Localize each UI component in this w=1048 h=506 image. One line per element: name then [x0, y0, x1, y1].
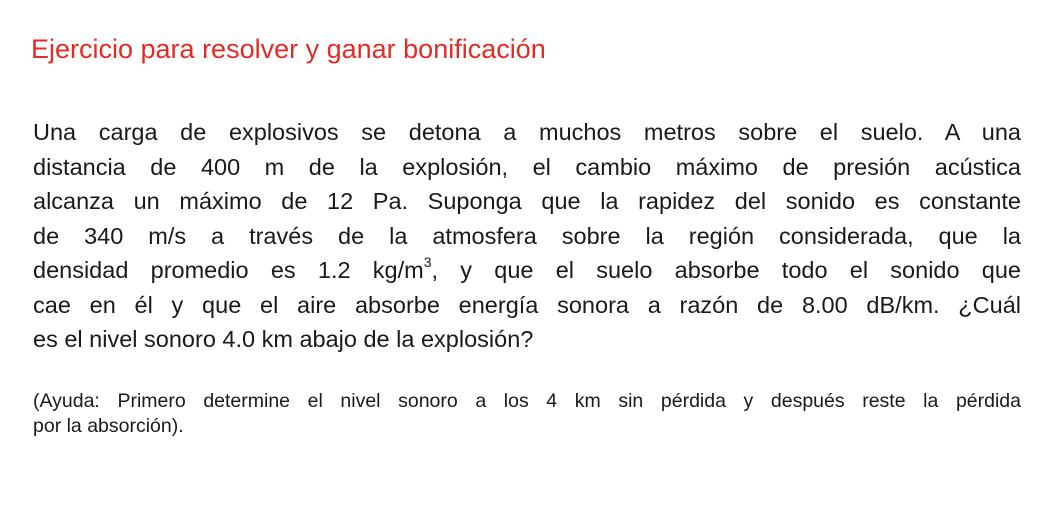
density-text-after: , y que el suelo absorbe todo el sonido que: [431, 257, 1021, 283]
hint-line: (Ayuda: Primero determine el nivel sonoro a los 4 km sin pérdida y después reste la pérdida: [33, 390, 1021, 412]
hint-note: [33, 389, 1021, 439]
hint-line: por la absorción).: [33, 415, 184, 437]
problem-line: de 340 m/s a través de la atmosfera sobre la región considerada, que la: [33, 222, 1021, 249]
problem-line: Una carga de explosivos se detona a muchos metros sobre el suelo. A una: [33, 119, 1021, 145]
problem-line-density: [33, 253, 1021, 288]
problem-line: distancia de 400 m de la explosión, el cambio máximo de presión acústica: [33, 153, 1021, 180]
problem-question: es el nivel sonoro 4.0 km abajo de la explosión?: [33, 326, 534, 352]
problem-line: cae en él y que el aire absorbe energía sonora a razón de 8.00 dB/km. ¿Cuál: [33, 291, 1021, 318]
density-exponent: 3: [423, 254, 432, 271]
problem-statement: [33, 115, 1021, 357]
density-text: densidad promedio es 1.2 kg/m: [33, 257, 424, 283]
exercise-title: Ejercicio para resolver y ganar bonificación: [31, 34, 546, 64]
problem-line: alcanza un máximo de 12 Pa. Suponga que la rapidez del sonido es constante: [33, 188, 1021, 214]
